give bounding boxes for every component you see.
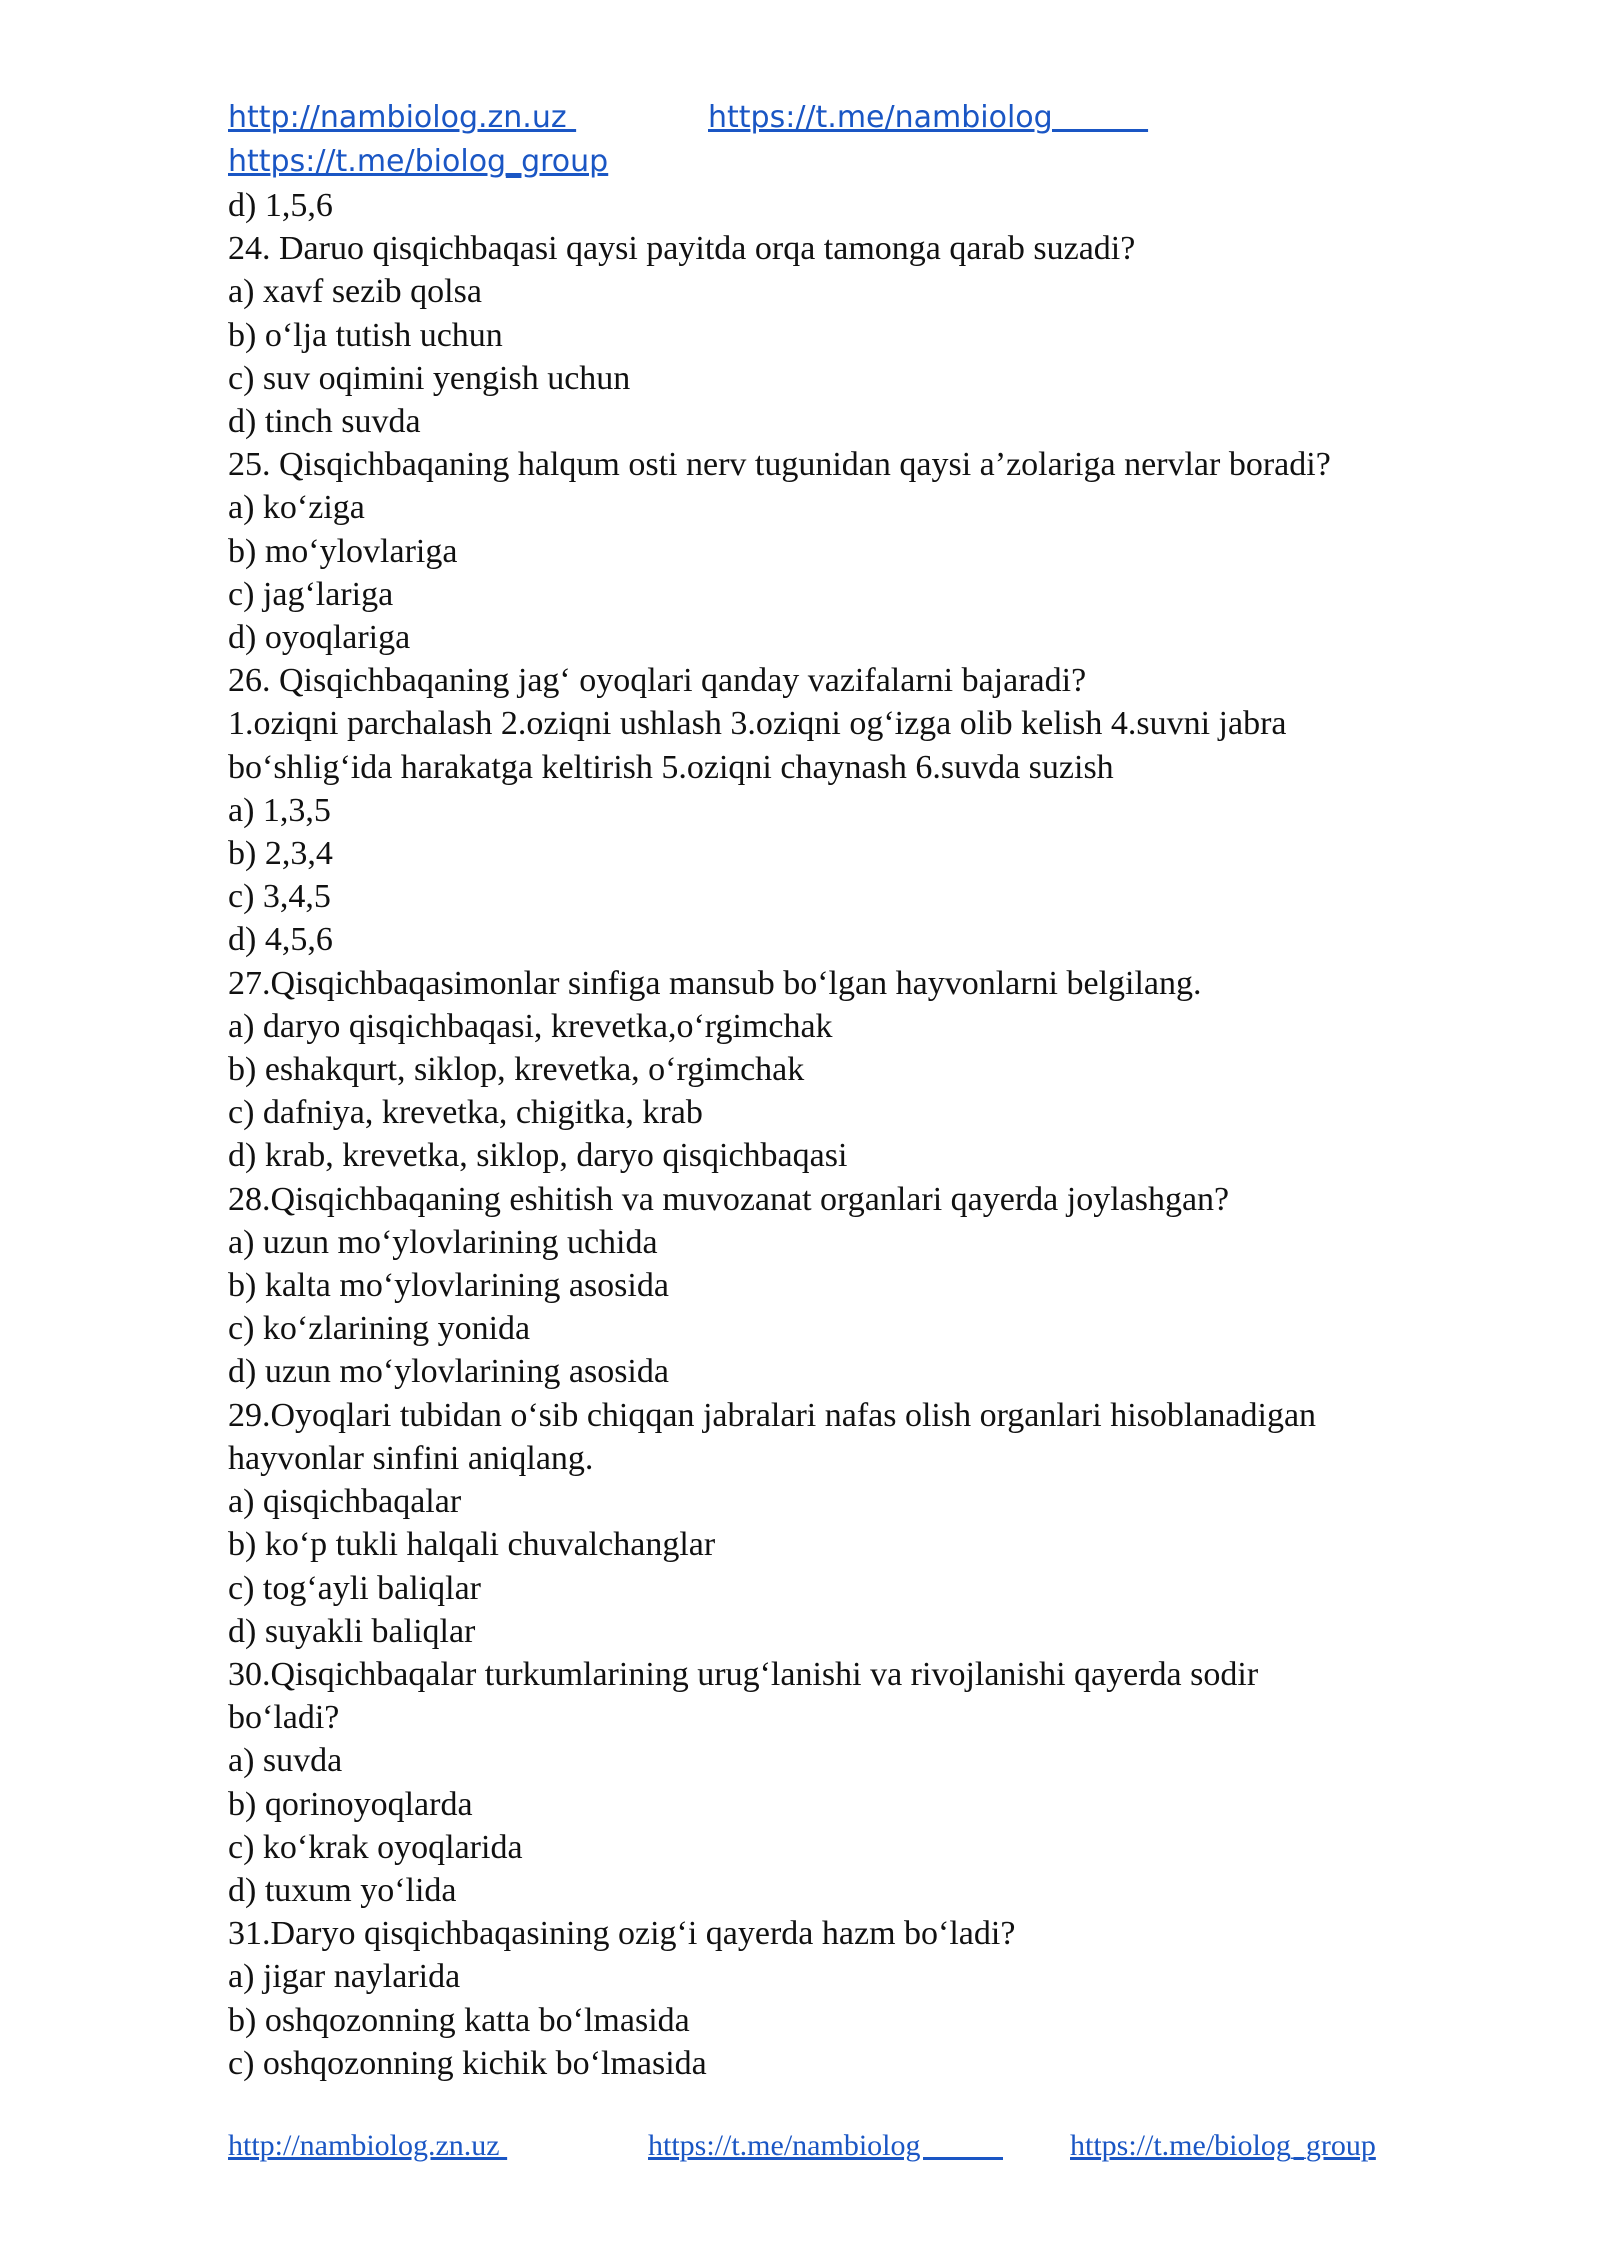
answer-option: a) daryo qisqichbaqasi, krevetka,o‘rgimchak: [228, 1007, 833, 1045]
answer-option: b) kalta mo‘ylovlarining asosida: [228, 1267, 669, 1305]
answer-option: a) ko‘ziga: [228, 489, 365, 527]
answer-option: d) 1,5,6: [228, 187, 333, 224]
question-text: 24. Daruo qisqichbaqasi qaysi payitda orqa tamonga qarab suzadi?: [228, 230, 1136, 268]
answer-option: b) oshqozonning katta bo‘lmasida: [228, 2001, 690, 2039]
page-footer: [228, 2126, 1528, 2166]
answer-option: d) suyakli baliqlar: [228, 1612, 476, 1650]
document-body: [228, 184, 1478, 2085]
answer-option: d) tinch suvda: [228, 403, 421, 441]
question-text: 1.oziqni parchalash 2.oziqni ushlash 3.oziqni og‘izga olib kelish 4.suvni jabra: [228, 705, 1287, 743]
answer-option: a) 1,3,5: [228, 791, 331, 829]
answer-option: b) mo‘ylovlariga: [228, 532, 458, 570]
footer-link-telegram-channel[interactable]: https://t.me/nambiolog: [648, 2129, 1003, 2162]
text-line: bo‘ladi?: [228, 1699, 340, 1737]
question-text: 29.Oyoqlari tubidan o‘sib chiqqan jabralari nafas olish organlari hisoblanadigan: [228, 1396, 1317, 1434]
answer-option: b) ko‘p tukli halqali chuvalchanglar: [228, 1526, 716, 1564]
question-text: 26. Qisqichbaqaning jag‘ oyoqlari qanday vazifalarni bajaradi?: [228, 662, 1087, 700]
question-text: 28.Qisqichbaqaning eshitish va muvozanat organlari qayerda joylashgan?: [228, 1180, 1230, 1218]
answer-option: b) 2,3,4: [228, 835, 333, 873]
answer-option: b) eshakqurt, siklop, krevetka, o‘rgimchak: [228, 1051, 805, 1089]
header-link-telegram-channel[interactable]: https://t.me/nambiolog: [708, 100, 1149, 135]
answer-option: b) qorinoyoqlarda: [228, 1785, 473, 1823]
answer-option: c) 3,4,5: [228, 878, 331, 916]
answer-option: c) oshqozonning kichik bo‘lmasida: [228, 2044, 707, 2082]
question-text: 31.Daryo qisqichbaqasining ozig‘i qayerda hazm bo‘ladi?: [228, 1915, 1016, 1953]
answer-option: c) dafniya, krevetka, chigitka, krab: [228, 1094, 703, 1132]
answer-option: c) ko‘krak oyoqlarida: [228, 1828, 523, 1866]
answer-option: d) uzun mo‘ylovlarining asosida: [228, 1353, 669, 1391]
question-text: 27.Qisqichbaqasimonlar sinfiga mansub bo‘lgan hayvonlarni belgilang.: [228, 964, 1202, 1002]
answer-option: c) jag‘lariga: [228, 575, 394, 613]
answer-option: d) oyoqlariga: [228, 619, 411, 657]
answer-option: a) qisqichbaqalar: [228, 1483, 462, 1521]
header-link-website[interactable]: http://nambiolog.zn.uz: [228, 100, 577, 135]
answer-option: d) krab, krevetka, siklop, daryo qisqichbaqasi: [228, 1137, 848, 1175]
answer-option: a) uzun mo‘ylovlarining uchida: [228, 1223, 658, 1261]
header-link-telegram-group[interactable]: https://t.me/biolog_group: [228, 144, 609, 179]
question-text: 30.Qisqichbaqalar turkumlarining urug‘lanishi va rivojlanishi qayerda sodir: [228, 1655, 1259, 1693]
answer-option: c) suv oqimini yengish uchun: [228, 359, 631, 397]
footer-link-telegram-group[interactable]: https://t.me/biolog_group: [1070, 2129, 1376, 2162]
answer-option: c) tog‘ayli baliqlar: [228, 1569, 482, 1607]
text-line: bo‘shlig‘ida harakatga keltirish 5.oziqni chaynash 6.suvda suzish: [228, 748, 1114, 786]
answer-option: a) xavf sezib qolsa: [228, 273, 482, 311]
footer-link-website[interactable]: http://nambiolog.zn.uz: [228, 2129, 508, 2162]
answer-option: a) suvda: [228, 1742, 343, 1780]
answer-option: a) jigar naylarida: [228, 1958, 461, 1996]
answer-option: b) o‘lja tutish uchun: [228, 316, 503, 354]
page-header: [228, 96, 1149, 184]
answer-option: c) ko‘zlarining yonida: [228, 1310, 531, 1348]
question-text: 25. Qisqichbaqaning halqum osti nerv tugunidan qaysi a’zolariga nervlar boradi?: [228, 446, 1331, 484]
answer-option: d) tuxum yo‘lida: [228, 1871, 457, 1909]
answer-option: d) 4,5,6: [228, 921, 333, 959]
text-line: hayvonlar sinfini aniqlang.: [228, 1439, 594, 1477]
